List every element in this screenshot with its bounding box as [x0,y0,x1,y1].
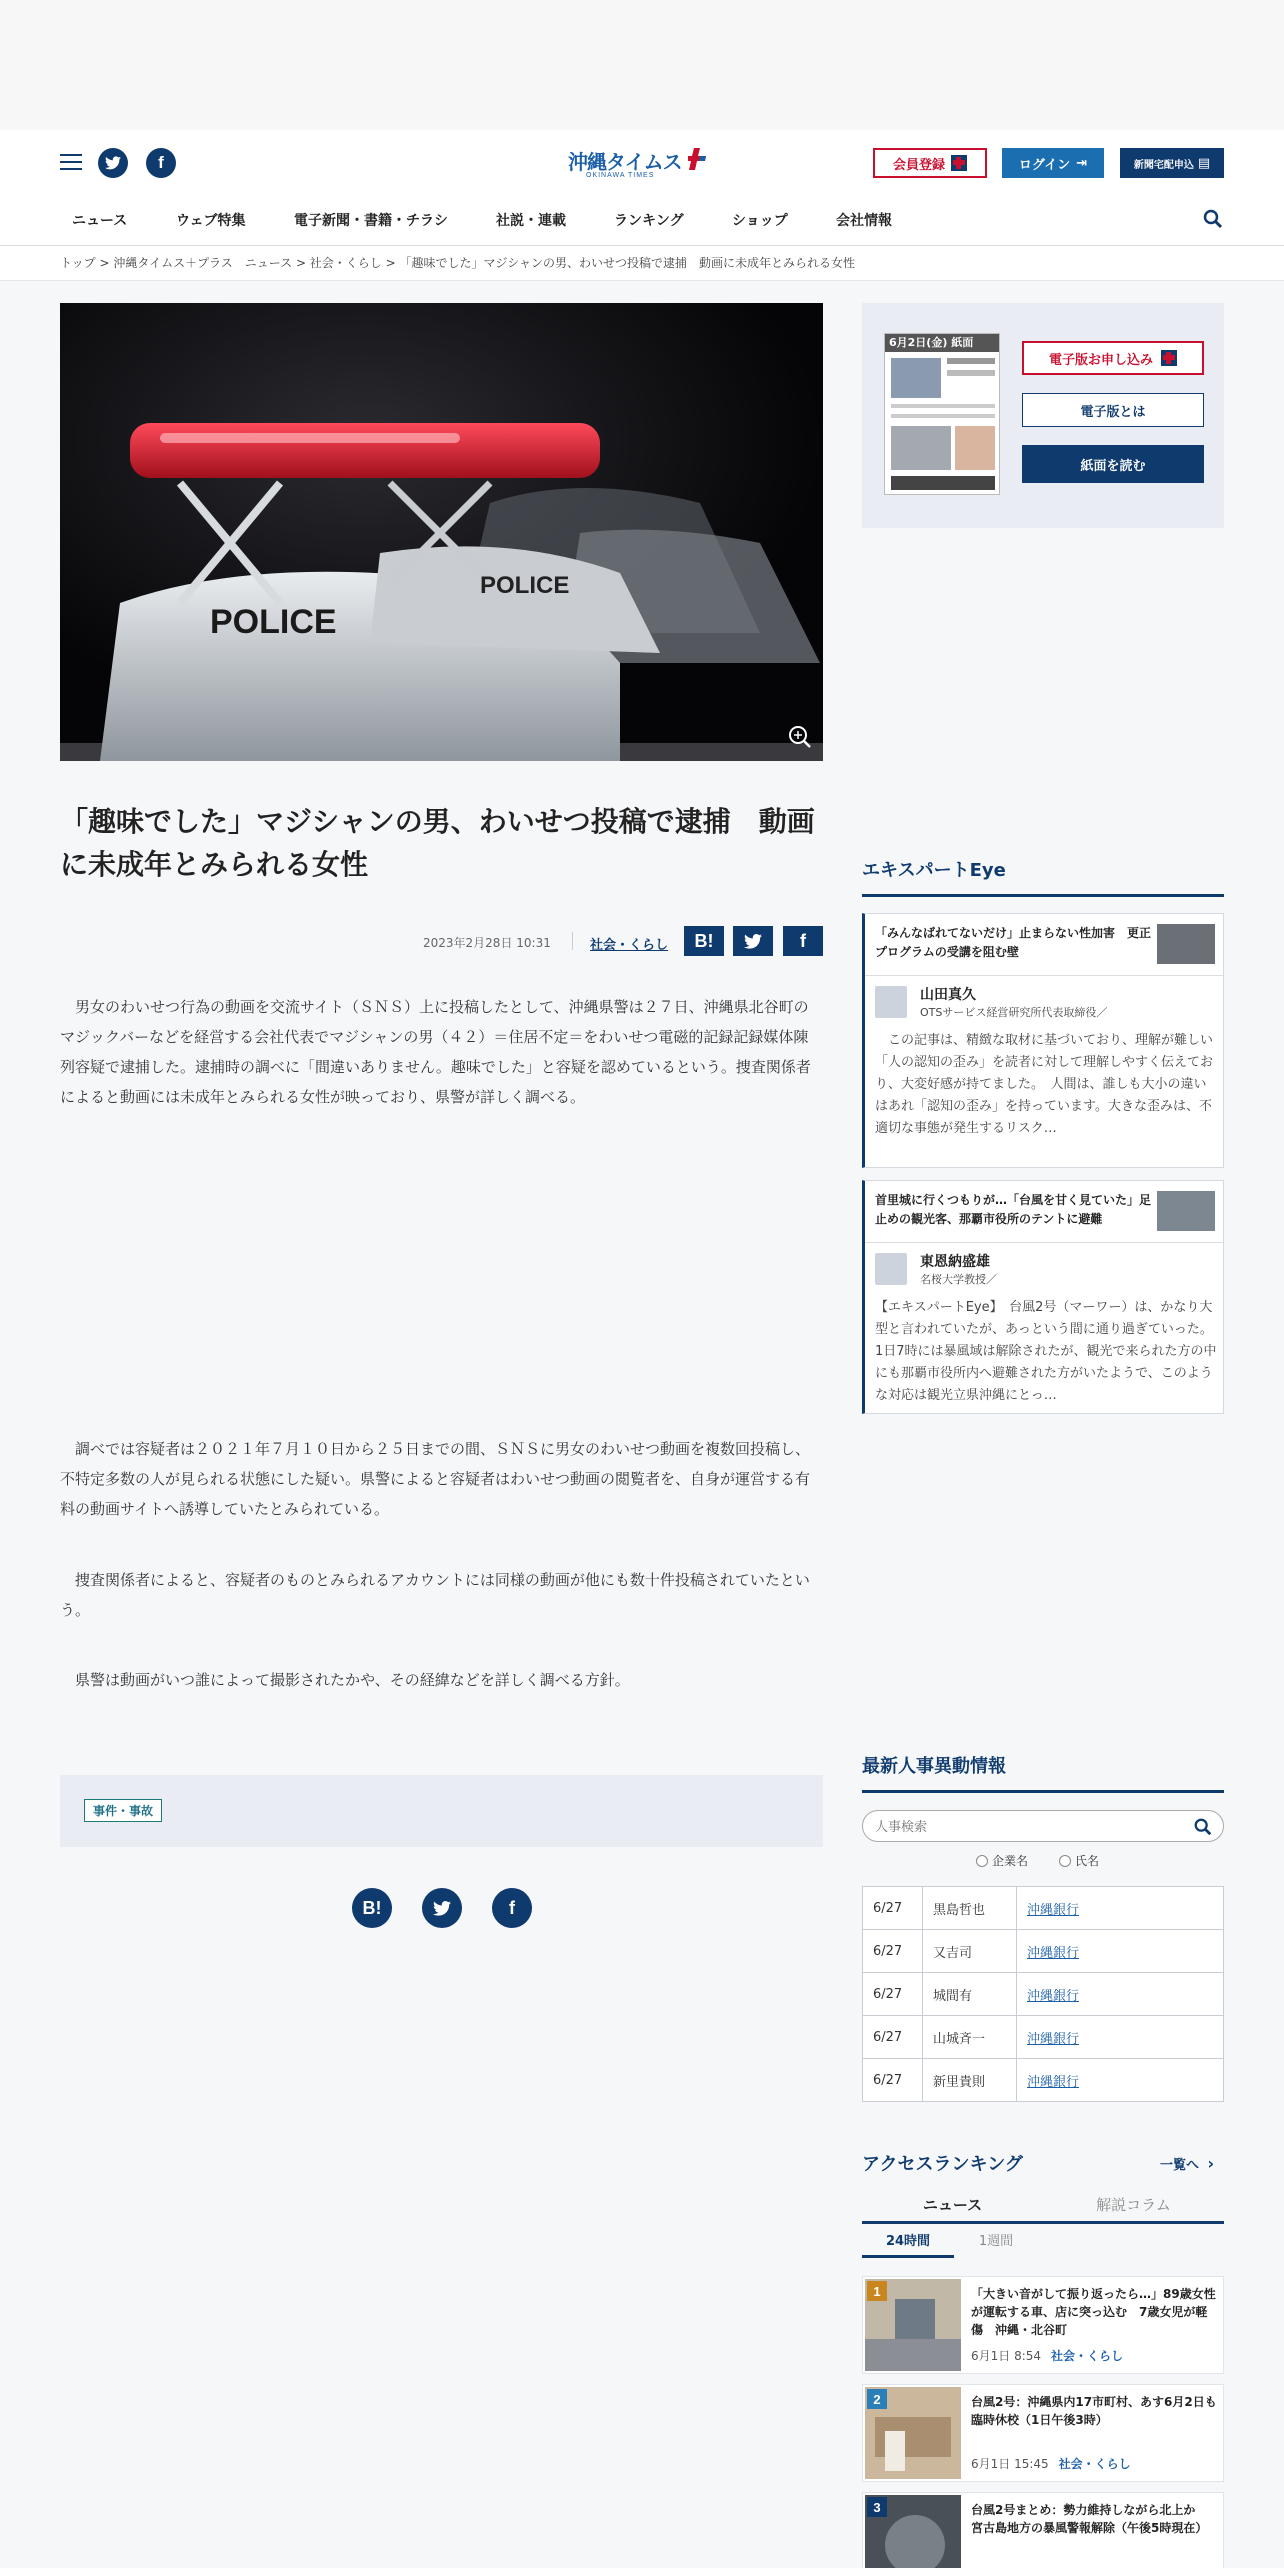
delivery-button[interactable]: 新聞宅配申込 ▤ [1120,148,1224,178]
nav-shop[interactable]: ショップ [732,213,788,229]
nav-web-feature[interactable]: ウェブ特集 [176,213,246,229]
ranking-item[interactable]: 2 台風2号：沖縄県内17市町村、あす6月2日も臨時休校（1日午後3時） 6月1日 15:45 社会・くらし [862,2384,1224,2482]
search-icon[interactable] [1193,1817,1213,1837]
newspaper-thumbnail[interactable] [884,333,1000,495]
article-date: 2023年2月28日 10:31 [423,936,551,950]
e-paper-apply-button[interactable]: 電子版お申し込み [1022,341,1204,375]
company-link[interactable]: 沖縄銀行 [1017,2059,1224,2102]
facebook-icon[interactable]: f [146,148,176,178]
nav-e-paper[interactable]: 電子新聞・書籍・チラシ [294,213,448,229]
register-button[interactable]: 会員登録 [873,148,987,178]
article-paragraph: 調べでは容疑者は２０２１年７月１０日から２５日までの間、ＳＮＳに男女のわいせつ動画を複数回投稿し、不特定多数の人が見られる状態にした疑い。県警によると容疑者はわいせつ動画の閲覧者を、自身が運営する有料の動画サイトへ誘導していたとみられている。 [60,1440,811,1518]
expert-name: 東恩納盛雄 [920,1254,990,1270]
company-link[interactable]: 沖縄銀行 [1017,1930,1224,1973]
personnel-search-input[interactable] [875,1817,1175,1837]
site-logo[interactable]: 沖縄タイムス OKINAWA TIMES [568,146,718,180]
expert-comment: この記事は、精緻な取材に基づいており、理解が難しい「人の認知の歪み」を読者に対して理解しやすく伝えており、大変好感が持てました。 人間は、誰しも大小の違いはあれ「認知の歪み」を持っています。大きな歪みは、不適切な事態が発生するリスク… [875,1033,1214,1136]
police-car-illustration [60,303,823,761]
tag-area [60,1775,823,1847]
login-button[interactable]: ログイン ⇥ [1002,148,1104,178]
expert-eye-heading: エキスパートEye [862,856,1224,897]
facebook-share-button[interactable]: f [783,926,823,956]
nav-news[interactable]: ニュース [72,213,128,229]
nav-ranking[interactable]: ランキング [614,213,684,229]
tab-news[interactable]: ニュース [922,2196,983,2214]
table-row: 6/27 黒島哲也 沖縄銀行 [863,1887,1224,1930]
article-paragraph: 県警は動画がいつ誰によって撮影されたかや、その経緯などを詳しく調べる方針。 [75,1671,630,1689]
ranking-tabs [862,2186,1224,2224]
table-row: 6/27 城間有 沖縄銀行 [863,1973,1224,2016]
ranking-heading: アクセスランキング [862,2154,1023,2175]
menu-icon[interactable] [60,152,82,172]
table-row: 6/27 山城斉一 沖縄銀行 [863,2016,1224,2059]
tab-column[interactable]: 解説コラム [1096,2196,1171,2214]
e-paper-box [862,303,1224,528]
expert-name: 山田真久 [920,987,976,1003]
company-link[interactable]: 沖縄銀行 [1017,1973,1224,2016]
article-paragraph: 男女のわいせつ行為の動画を交流サイト（ＳＮＳ）上に投稿したとして、沖縄県警は２７日、沖縄県北谷町のマジックバーなどを経営する会社代表でマジシャンの男（４２）＝住居不定＝をわいせつ電磁的記録記録媒体陳列容疑で逮捕した。逮捕時の調べに「間違いありません。趣味でした」と容疑を認めているという。捜査関係者によると動画には未成年とみられる女性が映っており、県警が詳しく調べる。 [60,998,811,1106]
avatar [875,1253,907,1285]
ranking-item[interactable] [862,2492,1224,2568]
twitter-share-button[interactable] [733,926,773,956]
expert-article-thumbnail[interactable] [1157,924,1215,964]
expert-card[interactable] [862,1180,1224,1414]
plus-logo-icon [688,148,708,170]
ad-space [0,0,1284,130]
company-link[interactable]: 沖縄銀行 [1017,2016,1224,2059]
ranking-item[interactable]: 1 「大きい音がして振り返ったら…」89歳女性が運転する車、店に突っ込む 7歳女児が軽傷 沖縄・北谷町 6月1日 8:54 社会・くらし [862,2276,1224,2374]
rank-badge: 3 [867,2497,887,2517]
radio-name[interactable]: 氏名 [1059,1852,1099,1869]
tab-24h[interactable]: 24時間 [862,2228,954,2258]
police-text: POLICE [210,603,337,641]
search-icon[interactable] [1202,208,1224,230]
expert-article-title[interactable]: 「みんなばれてないだけ」止まらない性加害 更正プログラムの受講を阻む壁 [875,926,1152,959]
twitter-icon [433,1901,451,1916]
plus-icon [1161,350,1177,366]
article-meta [60,926,823,958]
ranking-title: 台風2号：沖縄県内17市町村、あす6月2日も臨時休校（1日午後3時） [971,2395,1217,2427]
personnel-table [862,1886,1224,2102]
expert-comment: 【エキスパートEye】 台風2号（マーワー）は、かなり大型と言われていたが、あっという間に通り過ぎていった。1日7時には暴風域は解除されたが、観光で来られた方の中にも那覇市役所内へ避難された方がいたようで、このような対応は観光立県沖縄にとっ… [875,1300,1217,1403]
e-paper-about-button[interactable]: 電子版とは [1022,393,1204,427]
table-row: 6/27 新里貴則 沖縄銀行 [863,2059,1224,2102]
company-link[interactable]: 沖縄銀行 [1017,1887,1224,1930]
radio-button[interactable] [1059,1855,1071,1867]
table-row: 6/27 又吉司 沖縄銀行 [863,1930,1224,1973]
hatena-bookmark-button-bottom[interactable]: B! [352,1888,392,1928]
personnel-search-field[interactable] [862,1810,1224,1842]
expert-card[interactable] [862,913,1224,1168]
facebook-share-button-bottom[interactable]: f [492,1888,532,1928]
article-title: 「趣味でした」マジシャンの男、わいせつ投稿で逮捕 動画に未成年とみられる女性 [60,805,815,882]
site-header [0,130,1284,196]
twitter-share-button-bottom[interactable] [422,1888,462,1928]
hatena-bookmark-button[interactable]: B! [684,926,724,956]
expert-article-title[interactable]: 首里城に行くつもりが…「台風を甘く見ていた」足止めの観光客、那覇市役所のテントに避難 [875,1193,1152,1226]
newspaper-icon: ▤ [1197,155,1211,171]
police-text-2: POLICE [480,572,570,599]
ranking-title: 台風2号まとめ：勢力維持しながら北上か 宮古島地方の暴風警報解除（午後5時現在） [971,2503,1208,2535]
radio-button[interactable] [976,1855,988,1867]
rank-badge: 1 [867,2281,887,2301]
nav-editorial[interactable]: 社説・連載 [496,213,566,229]
expert-role: 名桜大学教授／ [920,1273,997,1286]
tag-incident[interactable]: 事件・事故 [84,1799,162,1822]
ranking-more-link[interactable]: 一覧へ › [1160,2154,1215,2173]
divider [572,932,573,950]
radio-company[interactable]: 企業名 [976,1852,1028,1869]
chevron-right-icon: › [1207,2154,1215,2173]
paper-date-label: 6月2日(金) 紙面 [885,334,1000,352]
article-hero-image[interactable] [60,303,823,761]
tab-week[interactable]: 1週間 [978,2234,1014,2249]
article-paragraph: 捜査関係者によると、容疑者のものとみられるアカウントには同様の動画が他にも数十件投稿されていたという。 [60,1571,810,1619]
read-paper-button[interactable]: 紙面を読む [1022,445,1204,483]
breadcrumb[interactable]: トップ > 沖縄タイムス＋プラス ニュース > 社会・くらし > 「趣味でした」マジシャンの男、わいせつ投稿で逮捕 動画に未成年とみられる女性 [60,256,855,270]
twitter-icon[interactable] [98,148,128,178]
avatar [875,986,907,1018]
plus-icon [951,155,967,171]
ranking-title: 「大きい音がして振り返ったら…」89歳女性が運転する車、店に突っ込む 7歳女児が軽傷 沖縄・北谷町 [971,2287,1216,2337]
expert-article-thumbnail[interactable] [1157,1191,1215,1231]
main-nav [0,196,1284,246]
article-category-link[interactable]: 社会・くらし [590,938,669,953]
expert-role: OTSサービス経営研究所代表取締役／ [920,1006,1108,1019]
rank-badge: 2 [867,2389,887,2409]
nav-company[interactable]: 会社情報 [836,213,892,229]
login-arrow-icon: ⇥ [1076,155,1088,171]
personnel-heading: 最新人事異動情報 [862,1752,1224,1793]
twitter-icon [744,934,762,949]
